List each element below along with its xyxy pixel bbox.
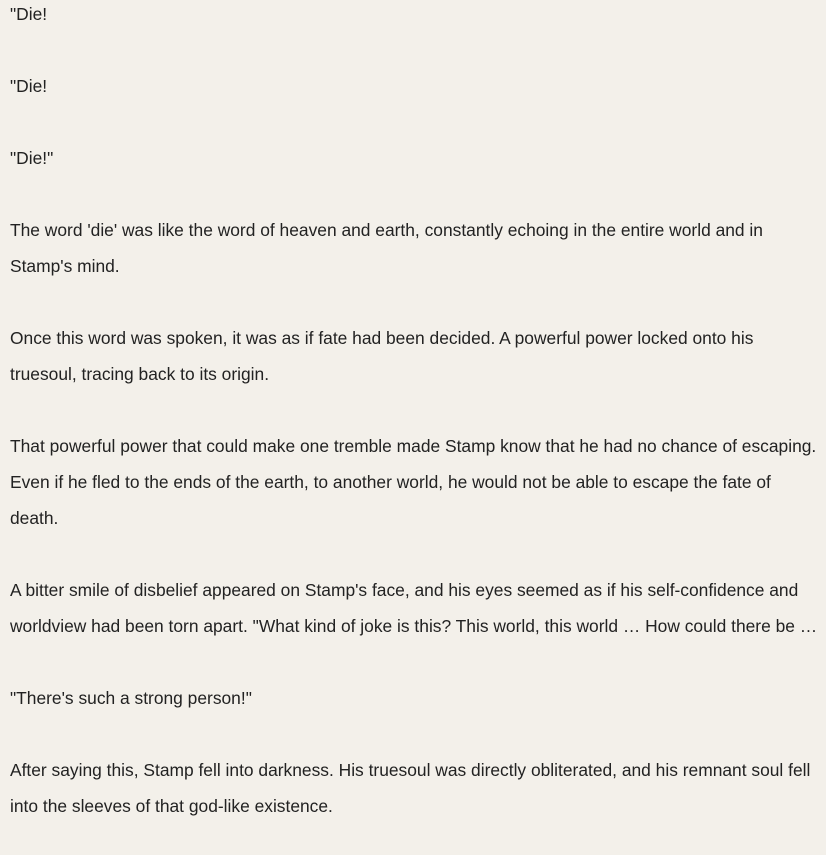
paragraph-8: "There's such a strong person!" [10,688,252,708]
paragraph-7: A bitter smile of disbelief appeared on Stamp's face, and his eyes seemed as if his self-confidence and worldview had been torn apart. "What kind of joke is this? This world, this world … How could there be … [10,580,818,636]
paragraph-2: "Die! [10,76,48,96]
paragraph-9: After saying this, Stamp fell into darkness. His truesoul was directly obliterated, and his remnant soul fell into the sleeves of that god-like existence. [10,760,811,816]
paragraph-3: "Die!" [10,148,54,168]
paragraph-6: That powerful power that could make one tremble made Stamp know that he had no chance of escaping. Even if he fled to the ends of the earth, to another world, he would not be able to escape the fate of death. [10,436,817,528]
paragraph-5: Once this word was spoken, it was as if fate had been decided. A powerful power locked onto his truesoul, tracing back to its origin. [10,328,754,384]
paragraph-1: "Die! [10,4,48,24]
paragraph-4: The word 'die' was like the word of heaven and earth, constantly echoing in the entire world and in Stamp's mind. [10,220,763,276]
